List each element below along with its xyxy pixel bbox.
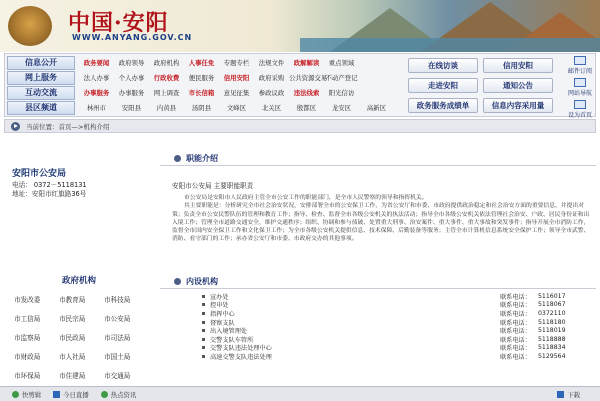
nav-items [75, 73, 403, 82]
phone-label: 联系电话： [500, 319, 531, 327]
unit-phone: 5129564 [538, 352, 566, 360]
section-title: 内设机构 [186, 277, 218, 286]
table-row [202, 292, 592, 301]
breadcrumb-text[interactable]: 当前位置：首页—>机构介绍 [26, 122, 110, 131]
gov-agency-link[interactable]: 市民宗局 [59, 315, 86, 323]
table-row [202, 309, 592, 318]
nav-link[interactable]: 专题专栏 [223, 59, 250, 67]
bullet-icon [174, 155, 181, 162]
unit-name[interactable]: 指挥中心 [210, 310, 235, 318]
nav-link[interactable]: 人事任免 [188, 59, 215, 67]
site-map-link[interactable] [560, 78, 600, 97]
quick-link[interactable]: 在线访谈 [408, 58, 478, 73]
nav-link[interactable]: 重点领域 [328, 59, 355, 67]
nav-link[interactable]: 内黄县 [156, 104, 177, 112]
department-address: 地址：安阳市红旗路36号 [12, 190, 87, 198]
home-icon [574, 100, 586, 109]
nav-link[interactable]: 网上调查 [153, 89, 180, 97]
nav-category-label[interactable]: 县区频道 [7, 101, 75, 115]
gov-agency-link[interactable]: 市住建局 [59, 372, 86, 380]
nav-category-label[interactable]: 网上服务 [7, 71, 75, 85]
news-icon [101, 391, 108, 398]
footer-label: 今日直播 [63, 390, 89, 399]
nav-link[interactable]: 安阳县 [121, 104, 142, 112]
mail-icon [574, 56, 586, 65]
main-navigation [4, 53, 596, 117]
nav-link[interactable]: 个人办事 [118, 74, 145, 82]
phone-label: 联系电话： [500, 345, 531, 353]
gov-agency-link[interactable]: 市监察局 [14, 334, 41, 342]
nav-items [75, 103, 403, 112]
nav-link[interactable]: 政解解读 [293, 59, 320, 67]
nav-link[interactable]: 北关区 [261, 104, 282, 112]
nav-link[interactable]: 法规文件 [258, 59, 285, 67]
footer-item[interactable] [557, 390, 580, 399]
gov-agency-link[interactable]: 市财政局 [14, 353, 41, 361]
bullet-icon [202, 338, 205, 341]
live-icon [53, 391, 60, 398]
unit-phone: 5118067 [538, 301, 566, 309]
sitemap-icon [574, 78, 586, 87]
footer-label: 快剪辑 [22, 390, 42, 399]
section-title: 职能介绍 [186, 154, 218, 163]
gov-agency-link[interactable]: 市人社局 [59, 353, 86, 361]
bullet-icon [202, 303, 205, 306]
phone-label: 联系电话： [500, 353, 531, 361]
nav-link[interactable]: 汤阴县 [191, 104, 212, 112]
bullet-icon [202, 321, 205, 324]
nav-row [5, 85, 403, 100]
footer-label: 下载 [567, 390, 580, 399]
nav-link[interactable]: 意见征集 [223, 89, 250, 97]
internal-units-table [202, 292, 592, 361]
department-name: 安阳市公安局 [12, 169, 67, 179]
nav-category-label[interactable]: 互动交流 [7, 86, 75, 100]
download-icon [557, 391, 564, 398]
email-subscribe-link[interactable] [560, 56, 600, 75]
unit-phone: 0372110 [538, 309, 566, 317]
unit-name[interactable]: 督察支队 [210, 319, 235, 327]
site-url: WWW.ANYANG.GOV.CN [72, 33, 193, 42]
nav-link[interactable]: 阳光信访 [328, 89, 355, 97]
gov-agency-link[interactable]: 市环保局 [14, 372, 41, 380]
bullet-icon [202, 312, 205, 315]
phone-label: 联系电话： [500, 336, 531, 344]
site-title[interactable]: 中国·安阳 [68, 10, 169, 36]
gov-agencies-list [14, 294, 149, 380]
unit-phone: 5116017 [538, 292, 566, 300]
nav-link[interactable]: 市长信箱 [188, 89, 215, 97]
nav-items [75, 88, 403, 97]
phone-label: 联系电话： [500, 310, 531, 318]
department-contact [12, 181, 154, 199]
nav-link[interactable]: 龙安区 [331, 104, 352, 112]
duty-paragraph: 其主要职能是：分析研究全市社会治安状况，安排部署全市的公安保卫工作，为省公安厅和市委、市政府提供政治稳定和社会治安方面的重要信息，并提出对策；负责全市公安民警队伍的管理和教育工作；指导、检查、监督全市各级公安机关的执法活动；指导全市各级公安机关依法管理社会治安、户政、居民身份证和出入境工作；管理全市道路交通安全，维护交通秩序；组织、协调和参与侦破、处置重大刑事、治安案件、重大事件、重大事故和突发事件；指导开展全市消防工作，监督全市国内安全保卫工作和文化保卫工作；为全市各级公安机关提供信息、技术保障、后勤装备等服务；主管全市计算机信息系统安全保护工作；领导全市武警、消防、看守部门的工作；承办省公安厅和市委、市政府交办的其他事项。 [172, 203, 590, 243]
duty-text [172, 194, 592, 244]
footer-label: 热点资讯 [110, 390, 137, 399]
gov-agency-link[interactable]: 市司法局 [104, 334, 131, 342]
bullet-icon [202, 355, 205, 358]
gov-agencies-title: 政府机构 [61, 276, 96, 286]
nav-link[interactable]: 便民服务 [188, 74, 215, 82]
unit-phone: 5118019 [538, 327, 566, 335]
table-row [202, 318, 592, 327]
table-row [202, 335, 592, 344]
department-phone: 电话： 0372－5118131 [12, 181, 87, 189]
nav-link[interactable]: 政府采购 [258, 74, 285, 82]
quick-link[interactable]: 通知公告 [483, 78, 553, 93]
table-row [202, 352, 592, 361]
bullet-icon [202, 346, 205, 349]
unit-name[interactable]: 控申处 [210, 302, 229, 310]
nav-category-label[interactable]: 信息公开 [7, 56, 75, 70]
nav-link[interactable]: 殷都区 [296, 104, 317, 112]
unit-phone: 5118834 [538, 344, 566, 352]
gov-agency-link[interactable]: 市教育局 [59, 296, 86, 304]
quick-links-left [408, 58, 478, 113]
table-row [202, 301, 592, 310]
nav-link[interactable]: 参政议政 [258, 89, 285, 97]
gov-agency-link[interactable]: 市公安局 [104, 315, 131, 323]
breadcrumb [4, 119, 596, 133]
nav-link[interactable]: 信用安阳 [223, 74, 250, 82]
duty-paragraph: 市公安局是安阳市人民政府主管全市公安工作的职能部门，是全市人民警察的领导和指挥机关。 [184, 195, 428, 201]
unit-name[interactable]: 高速交警支队违法处理 [210, 353, 272, 361]
quick-links-right [483, 58, 553, 113]
nav-link[interactable]: 文峰区 [226, 104, 247, 112]
nav-link[interactable]: 政府机构 [153, 59, 180, 67]
nav-link[interactable]: 高新区 [366, 104, 387, 112]
duty-section-header [160, 152, 596, 166]
bullet-icon [174, 278, 181, 285]
banner-lake [300, 38, 600, 52]
gov-agency-link[interactable]: 市民政局 [59, 334, 86, 342]
unit-phone: 5118180 [538, 318, 566, 326]
phone-label: 联系电话： [500, 328, 531, 336]
nav-link[interactable]: 林州市 [86, 104, 107, 112]
nav-link[interactable]: 办事服务 [118, 89, 145, 97]
nav-link[interactable]: 不动产登记 [325, 74, 358, 82]
gov-agency-link[interactable]: 市国土局 [104, 353, 131, 361]
browser-status-bar [0, 386, 600, 401]
nav-items [75, 58, 403, 67]
quick-link[interactable]: 信用安阳 [483, 58, 553, 73]
gov-agency-link[interactable]: 市工信局 [14, 315, 41, 323]
unit-name[interactable]: 交警支队违法处理中心 [210, 345, 272, 353]
phone-label: 联系电话： [500, 302, 531, 310]
nav-row [5, 100, 403, 115]
duty-subtitle: 安阳市公安局 主要职能职责 [172, 182, 254, 190]
unit-name[interactable]: 出入境管理处 [210, 328, 248, 336]
footer-item[interactable] [101, 390, 137, 399]
unit-name[interactable]: 交警支队车管所 [210, 336, 254, 344]
unit-name[interactable]: 宣办处 [210, 293, 229, 301]
gov-agency-link[interactable]: 市发改委 [14, 296, 41, 304]
nav-link[interactable]: 政务要闻 [83, 59, 110, 67]
phone-label: 联系电话： [500, 293, 531, 301]
footer-item[interactable] [12, 390, 41, 399]
nav-row [5, 55, 403, 70]
side-links [560, 54, 600, 119]
quick-link[interactable]: 信息内容采用量 [483, 98, 553, 113]
gov-agency-link[interactable]: 市交通局 [104, 372, 131, 380]
table-row [202, 344, 592, 353]
arrow-right-icon [11, 122, 20, 131]
clip-icon [12, 391, 19, 398]
nav-link[interactable]: 办事服务 [83, 89, 110, 97]
side-link-label: 网站导航 [567, 90, 592, 97]
nav-link[interactable]: 政府领导 [118, 59, 145, 67]
nav-link[interactable]: 违法线索 [293, 89, 320, 97]
quick-link[interactable]: 走进安阳 [408, 78, 478, 93]
city-emblem-icon [8, 6, 52, 46]
nav-link[interactable]: 法人办事 [83, 74, 110, 82]
table-row [202, 326, 592, 335]
nav-link[interactable]: 行政收费 [153, 74, 180, 82]
bullet-icon [202, 329, 205, 332]
footer-item[interactable] [53, 390, 89, 399]
unit-phone: 5118888 [538, 335, 566, 343]
org-section-header [160, 275, 596, 289]
side-link-label: 邮件订阅 [567, 68, 592, 75]
set-homepage-link[interactable] [560, 100, 600, 119]
gov-agency-link[interactable]: 市科技局 [104, 296, 131, 304]
site-header [0, 0, 600, 52]
left-sidebar [4, 146, 154, 384]
side-link-label: 设为首页 [567, 112, 592, 119]
nav-link[interactable]: 公共资源交易 [289, 74, 328, 82]
quick-link[interactable]: 政务服务成绩单 [408, 98, 478, 113]
nav-row [5, 70, 403, 85]
bullet-icon [202, 295, 205, 298]
